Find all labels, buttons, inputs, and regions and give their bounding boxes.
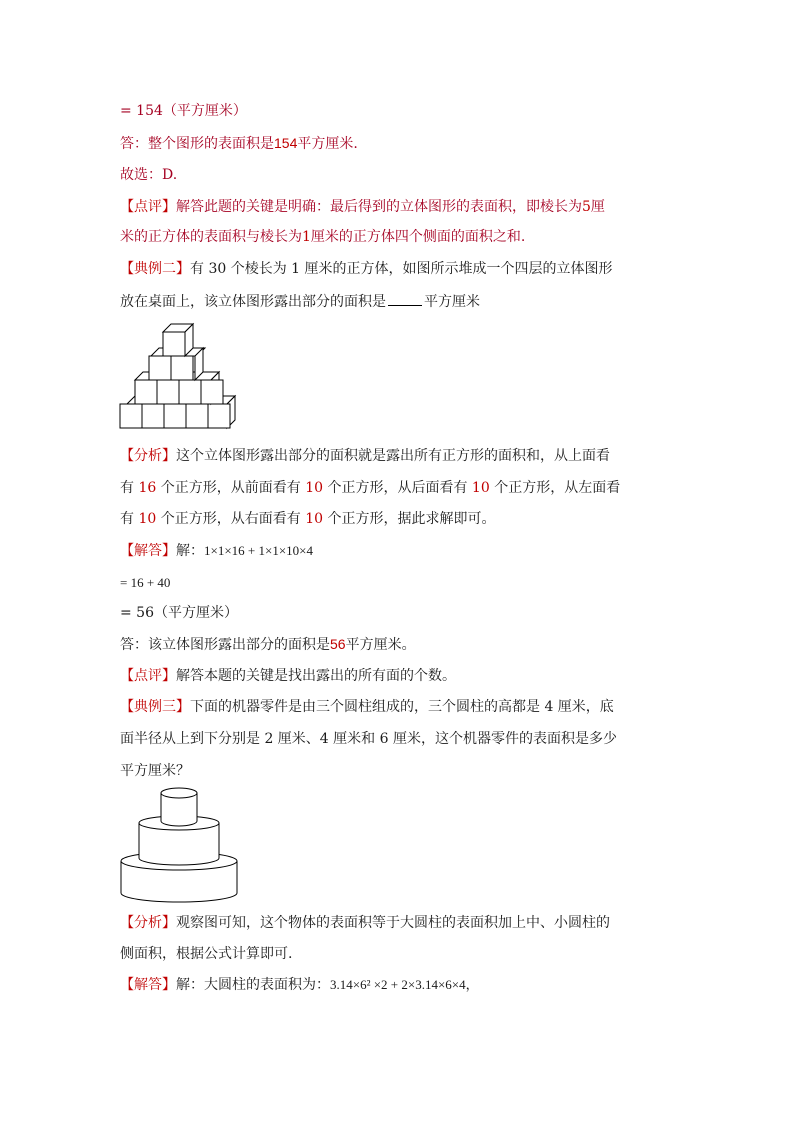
line-analysis3-1 [120,913,610,933]
analysis-text: 个正方形，从后面看有 [327,480,468,496]
line-solution2-2 [120,573,170,593]
cylinder-small [161,788,197,826]
line-analysis3-2 [120,944,292,964]
count-value: 10 [471,480,490,496]
analysis-text: 个正方形，从前面看有 [160,480,301,496]
stacked-cylinders-figure [119,785,243,905]
line-example2-1 [120,259,613,279]
example3-text: 面半径从上到下分别是 2 厘米、4 厘米和 6 厘米，这个机器零件的表面积是多少 [120,731,617,747]
solution-tag: 【解答】 [120,977,176,993]
line-example2-2 [120,292,480,312]
count-value: 10 [305,511,324,527]
comment-text: 米的正方体的表面积与棱长为 [120,229,302,245]
line-comment2 [120,666,456,686]
example2-unit: 平方厘米 [424,294,480,310]
line-result-154 [120,101,247,121]
example2-tag: 【典例二】 [120,261,190,277]
line-example3-3 [120,761,190,781]
analysis-tag: 【分析】 [120,448,176,464]
analysis-text: 个正方形，从右面看有 [160,511,301,527]
line-answer-1 [120,133,358,154]
analysis-text: 这个立体图形露出部分的面积就是露出所有正方形的面积和，从上面看 [176,448,610,464]
cube-layer-4 [163,324,193,356]
solution-step: = 16 + 40 [120,575,171,590]
analysis-tag: 【分析】 [120,915,176,931]
cube-pyramid-figure [119,320,239,430]
line-answer-2 [120,634,416,655]
line-example3-2 [120,729,617,749]
answer-value: 154 [274,135,298,151]
line-analysis2-1 [120,446,610,466]
answer-blank [388,293,422,306]
count-value: 16 [138,480,157,496]
analysis-text: 有 [120,480,134,496]
comment-value: 5 [582,199,591,215]
line-choice [120,165,177,185]
solution-text: 解：大圆柱的表面积为： [176,977,330,993]
choice-text: 故选：D. [120,167,178,183]
example3-text: 平方厘米？ [120,763,190,779]
line-comment-1 [120,197,605,217]
solution-tag: 【解答】 [120,543,176,559]
analysis-text: 个正方形，据此求解即可。 [327,511,496,527]
example2-text: 放在桌面上，该立体图形露出部分的面积是 [120,294,386,310]
example2-text: 有 30 个棱长为 1 厘米的正方体，如图所示堆成一个四层的立体图形 [190,261,613,277]
comment-tag: 【点评】 [120,668,176,684]
analysis-text: 个正方形，从左面看 [494,480,621,496]
comment-value: 1 [302,229,311,245]
solution-formula: 1×1×16 + 1×1×10×4 [204,543,313,558]
line-comment-2 [120,227,525,247]
result-text: = 154（平方厘米） [120,103,247,119]
solution-formula: 3.14×6² ×2 + 2×3.14×6×4， [330,977,479,992]
line-example3-1 [120,697,614,717]
comment-text-end: 厘米的正方体四个侧面的面积之和. [310,229,526,245]
line-solution3-1 [120,975,479,995]
comment-text-end: 厘 [590,199,605,215]
example3-text: 下面的机器零件是由三个圆柱组成的，三个圆柱的高都是 4 厘米，底 [190,699,614,715]
answer-value: 56 [330,636,346,652]
analysis-text: 侧面积，根据公式计算即可. [120,946,293,962]
count-value: 10 [138,511,157,527]
answer-unit: 平方厘米。 [345,637,416,653]
example3-tag: 【典例三】 [120,699,190,715]
comment-text: 解答此题的关键是明确：最后得到的立体图形的表面积，即棱长为 [176,199,582,215]
answer-text: 答：整个图形的表面积是 [120,136,274,152]
line-analysis2-2 [120,478,620,498]
answer-unit: 平方厘米. [297,136,358,152]
line-analysis2-3 [120,509,495,529]
line-solution2-3 [120,603,238,623]
solution-text: 解： [176,543,204,559]
line-solution2-1 [120,541,313,561]
analysis-text: 有 [120,511,134,527]
solution-result: = 56（平方厘米） [120,605,238,621]
comment-tag: 【点评】 [120,199,176,215]
count-value: 10 [305,480,324,496]
analysis-text: 观察图可知，这个物体的表面积等于大圆柱的表面积加上中、小圆柱的 [176,915,610,931]
answer-text: 答：该立体图形露出部分的面积是 [120,637,330,653]
comment-text: 解答本题的关键是找出露出的所有面的个数。 [176,668,456,684]
